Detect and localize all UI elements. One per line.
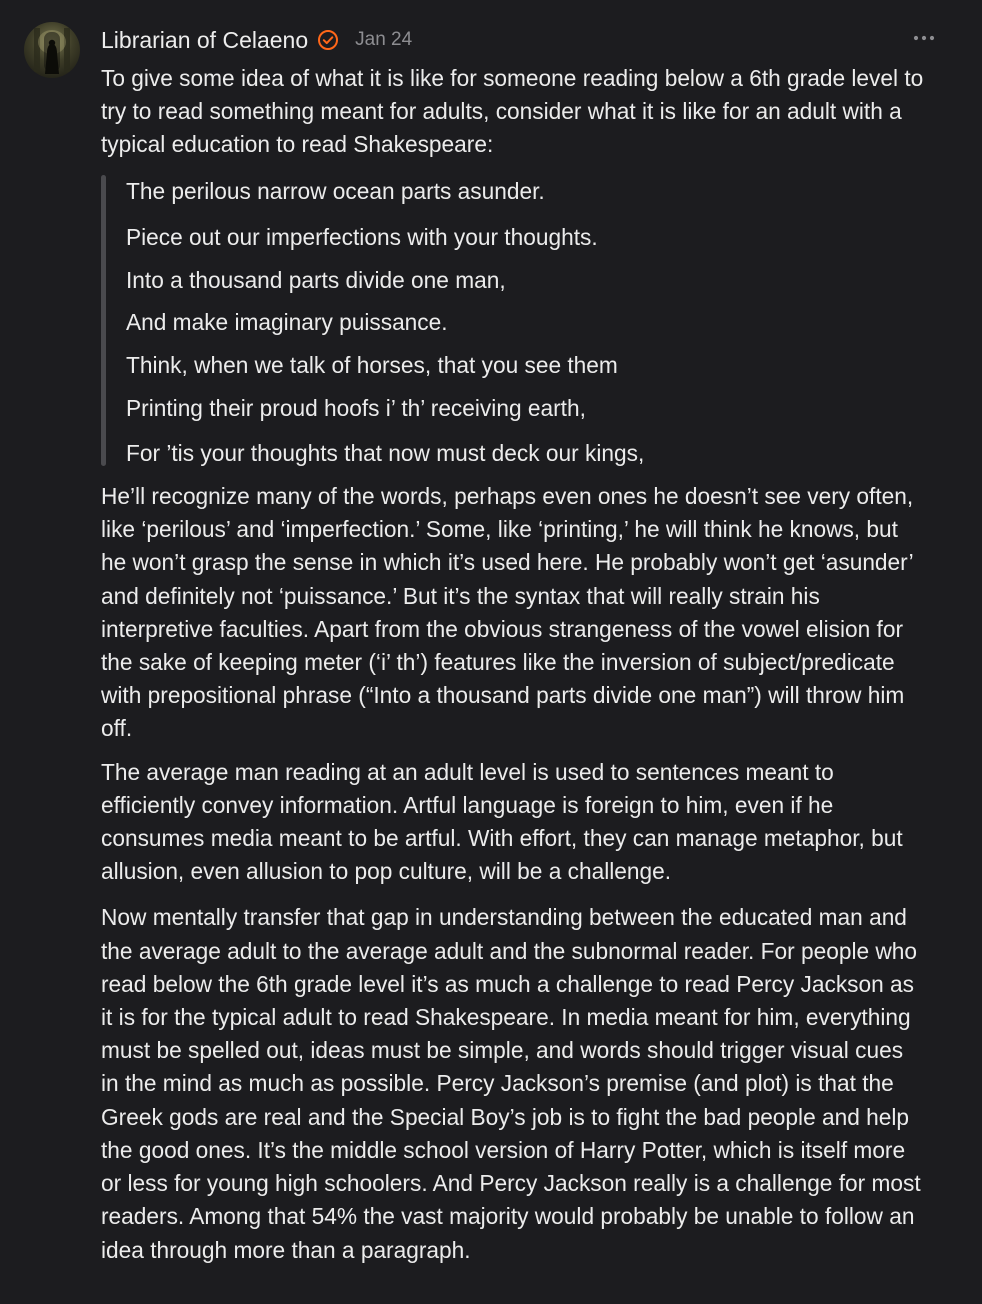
quote-line: The perilous narrow ocean parts asunder. (126, 177, 545, 204)
more-options-icon[interactable] (912, 26, 936, 50)
blockquote-bar (101, 175, 106, 466)
quote-line: Think, when we talk of horses, that you see them (126, 351, 618, 378)
blockquote (101, 175, 926, 470)
avatar-image (24, 22, 80, 78)
author-name[interactable]: Librarian of Celaeno (101, 26, 309, 53)
comment-paragraph: Now mentally transfer that gap in understanding between the educated man and the average adult to the average adult and the subnormal reader. For people who read below the 6th grade level it’s as much a challenge to read Percy Jackson as it is for the typical adult to read Shakespeare. In media meant for him, everything must be spelled out, ideas must be simple, and words should trigger visual cues in the mind as much as possible. Percy Jackson’s premise (and plot) is that the Greek gods are real and the Special Boy’s job is to fight the bad people and help the good ones. It’s the middle school version of Harry Potter, which is itself more or less for young high schoolers. And Percy Jackson really is a challenge for most readers. Among that 54% the vast majority would probably be unable to follow an idea through more than a paragraph. (101, 904, 921, 1263)
comment-paragraph: He’ll recognize many of the words, perhaps even ones he doesn’t see very often, like ‘perilous’ and ‘imperfection.’ Some, like ‘printing,’ he will think he knows, but he won’t grasp the sense in which it’s used here. He probably won’t get ‘asunder’ and definitely not ‘puissance.’ But it’s the syntax that will really strain his interpretive faculties. Apart from the obvious strangeness of the vowel elision for the sake of keeping meter (‘i’ th’) features like the inversion of subject/predicate with prepositional phrase (“Into a thousand parts divide one man”) will throw him off. (101, 483, 914, 742)
author-avatar[interactable] (24, 22, 80, 78)
comment-paragraph: The average man reading at an adult level is used to sentences meant to efficiently convey information. Artful language is foreign to him, even if he consumes media meant to be artful. With effort, they can manage metaphor, but allusion, even allusion to pop culture, will be a challenge. (101, 758, 903, 885)
quote-line: Printing their proud hoofs i’ th’ receiving earth, (126, 394, 586, 421)
quote-line: And make imaginary puissance. (126, 309, 448, 336)
comment-body (101, 62, 926, 1267)
quote-line: Into a thousand parts divide one man, (126, 266, 506, 293)
quote-line: Piece out our imperfections with your thoughts. (126, 223, 598, 250)
comment-paragraph: To give some idea of what it is like for someone reading below a 6th grade level to try to read something meant for adults, consider what it is like for an adult with a typical education to read Shakespeare: (101, 65, 924, 158)
comment-date[interactable]: Jan 24 (355, 29, 413, 50)
verified-badge-icon (317, 29, 339, 51)
quote-line: For ’tis your thoughts that now must deck our kings, (126, 439, 645, 466)
comment-header (101, 24, 942, 56)
